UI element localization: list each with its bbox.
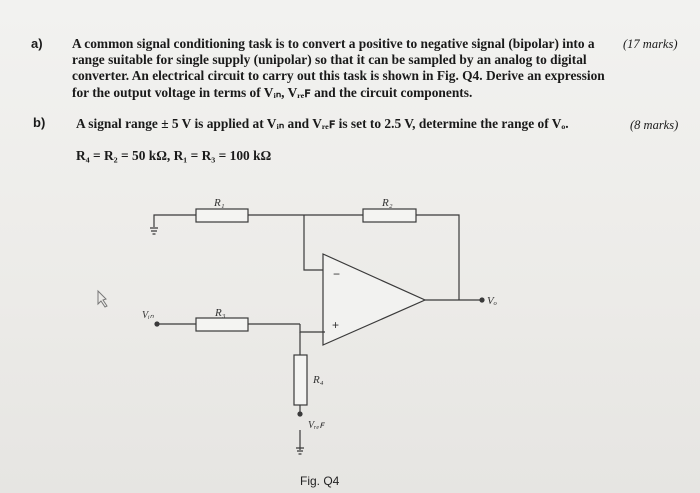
r3-resistor	[196, 318, 248, 331]
question-a-line-4: for the output voltage in terms of Vᵢₙ, Vᵣₑꜰ and the circuit components.	[72, 84, 473, 100]
question-a-line-1: A common signal conditioning task is to convert a positive to negative signal (bipolar) into a	[72, 36, 595, 51]
question-a-line-3: converter. An electrical circuit to carry out this task is shown in Fig. Q4. Derive an expression	[72, 68, 605, 84]
question-a-label: a)	[31, 36, 43, 51]
vout-label: Vₒ	[487, 295, 497, 307]
r2-feedback-wire	[416, 215, 459, 300]
r3-label: R₃	[215, 307, 226, 319]
question-a-line-2: range suitable for single supply (unipolar) so that it can be sampled by an analog to digital	[72, 52, 587, 68]
pointer-cursor-icon	[98, 291, 107, 307]
question-b-text: A signal range ± 5 V is applied at Vᵢₙ and Vᵣₑꜰ is set to 2.5 V, determine the range of Vₒ.	[76, 116, 569, 131]
r1-resistor	[196, 209, 248, 222]
question-b-marks: (8 marks)	[630, 118, 679, 132]
r1-wire-left	[154, 215, 196, 227]
component-values: R₄ = R₂ = 50 kΩ, R₁ = R₃ = 100 kΩ	[76, 148, 272, 163]
r2-label: R₂	[382, 197, 393, 209]
inverting-sign: −	[333, 267, 341, 281]
vin-terminal	[155, 322, 159, 326]
vout-terminal	[480, 298, 484, 302]
vin-label: Vᵢₙ	[142, 310, 154, 321]
question-a-marks: (17 marks)	[623, 37, 678, 51]
vref-terminal	[298, 412, 302, 416]
r4-resistor	[294, 355, 307, 405]
r4-label: R₄	[313, 374, 324, 386]
r2-resistor	[363, 209, 416, 222]
inverting-input-wire	[304, 215, 325, 270]
non-inverting-input-wire	[300, 324, 325, 332]
non-inverting-sign: +	[332, 318, 340, 332]
r1-ground-symbol	[150, 228, 158, 234]
vref-label: Vᵣₑꜰ	[308, 420, 325, 431]
question-b-label: b)	[33, 115, 46, 130]
r1-label: R₁	[214, 197, 225, 209]
figure-caption: Fig. Q4	[300, 474, 340, 488]
